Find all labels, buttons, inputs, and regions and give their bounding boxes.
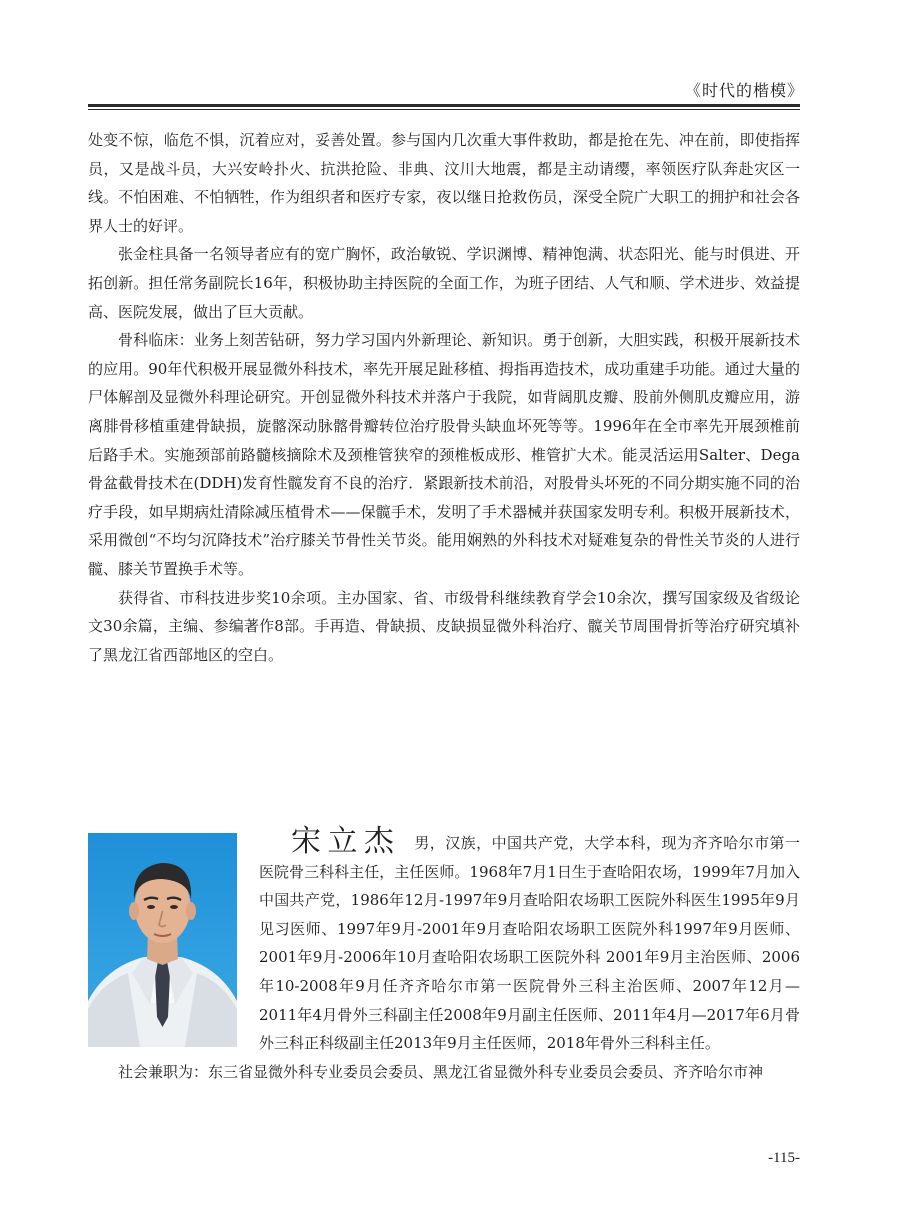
page-number: -115- xyxy=(768,1150,800,1166)
profile-social-roles: 社会兼职为：东三省显微外科专业委员会委员、黑龙江省显微外科专业委员会委员、齐齐哈尔市神 xyxy=(118,1062,764,1081)
person-name: 宋立杰 xyxy=(291,824,401,859)
profile-section xyxy=(88,824,800,1086)
profile-bio: 男，汉族，中国共产党，大学本科，现为齐齐哈尔市第一医院骨三科科主任，主任医师。1968年7月1日生于查哈阳农场，1999年7月加入中国共产党，1986年12月-1997年9月查哈阳农场职工医院外科医生1995年9月见习医师、1997年9月-2001年9月查哈阳农场职工医院外科1997年9月医师、2001年9月-2006年10月查哈阳农场职工医院外科 2001年9月主治医师、2006年10-2008年9月任齐齐哈尔市第一医院骨外三科主治医师、2007年12月—2011年4月骨外三科副主任2008年9月副主任医师、2011年4月—2017年6月骨外三科正科级副主任2013年9月主任医师，2018年骨外三科科主任。 xyxy=(259,834,800,1053)
photo-spacer xyxy=(88,828,237,1052)
paragraph-awards: 获得省、市科技进步奖10余项。主办国家、省、市级骨科继续教育学会10余次，撰写国家级及省级论文30余篇，主编、参编著作8部。手再造、骨缺损、皮缺损显微外科治疗、髋关节周围骨折等治疗研究填补了黑龙江省西部地区的空白。 xyxy=(88,588,800,664)
paragraph-clinical: 骨科临床：业务上刻苦钻研，努力学习国内外新理论、新知识。勇于创新，大胆实践，积极开展新技术的应用。90年代积极开展显微外科技术，率先开展足趾移植、拇指再造技术，成功重建手功能。通过大量的尸体解剖及显微外科理论研究。开创显微外科技术并落户于我院，如背阔肌皮瓣、股前外侧肌皮瓣应用，游离腓骨移植重建骨缺损，旋髂深动脉髂骨瓣转位治疗股骨头缺血坏死等等。1996年在全市率先开展颈椎前后路手术。实施颈部前路髓核摘除术及颈椎管狭窄的颈椎板成形、椎管扩大术。能灵活运用Salter、Dega骨盆截骨技术在(DDH)发育性髋发育不良的治疗．紧跟新技术前沿，对股骨头坏死的不同分期实施不同的治疗手段，如早期病灶清除减压植骨术——保髋手术，发明了手术器械并获国家发明专利。积极开展新技术，采用微创“不均匀沉降技术”治疗膝关节骨性关节炎。能用娴熟的外科技术对疑难复杂的骨性关节炎的人进行髋、膝关节置换手术等。 xyxy=(88,331,800,578)
running-header-title: 《时代的楷模》 xyxy=(684,81,804,100)
paragraph-continued: 处变不惊，临危不惧，沉着应对，妥善处置。参与国内几次重大事件救助，都是抢在先、冲在前，即使指挥员，又是战斗员，大兴安岭扑火、抗洪抢险、非典、汶川大地震，都是主动请缨，率领医疗队奔赴灾区一线。不怕困难、不怕牺牲，作为组织者和医疗专家，夜以继日抢救伤员，深受全院广大职工的拥护和社会各界人士的好评。 xyxy=(88,131,800,235)
header-rule-thin xyxy=(88,109,800,110)
body-text xyxy=(88,126,800,669)
paragraph-leadership: 张金柱具备一名领导者应有的宽广胸怀，政治敏锐、学识渊博、精神饱满、状态阳光、能与时俱进、开拓创新。担任常务副院长16年，积极协助主持医院的全面工作，为班子团结、人气和顺、学术进步、效益提高、医院发展，做出了巨大贡献。 xyxy=(88,245,800,321)
header-rule-thick xyxy=(88,104,800,107)
